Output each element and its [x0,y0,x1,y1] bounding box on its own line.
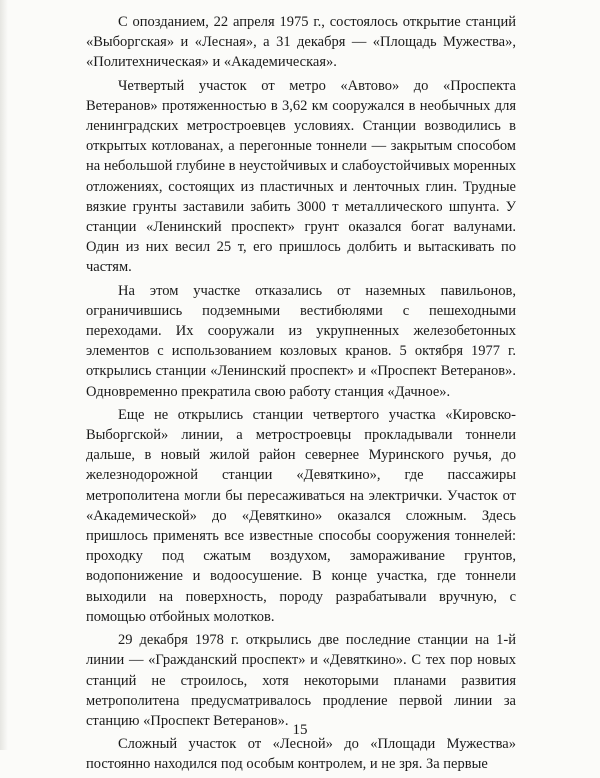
paragraph-2: Четвертый участок от метро «Автово» до «Проспекта Ветеранов» протяженностью в 3,62 км сооружался в необычных для ленинградских метростроевцев условиях. Станции возводились в открытых котлованах, а перегонные тоннели — закрытым способом на небольшой глубине в неустойчивых и слабоустойчивых моренных отложениях, состоящих из пластичных и ленточных глин. Трудные вязкие грунты заставили забить 3000 т металлического шпунта. У станции «Ленинский проспект» грунт оказался богат валунами. Один из них весил 25 т, его пришлось долбить и вытаскивать по частям. [86,77,516,276]
page-number: 15 [292,722,308,738]
paragraph-3: На этом участке отказались от наземных павильонов, ограничившись подземными вестибюлями с пешеходными переходами. Их сооружали из укрупненных железобетонных элементов с использованием козловых кранов. 5 октября 1977 г. открылись станции «Ленинский проспект» и «Проспект Ветеранов». Одновременно прекратила свою работу станция «Дачное». [86,282,516,400]
page-body-text [86,12,516,778]
paragraph-5: 29 декабря 1978 г. открылись две последние станции на 1-й линии — «Гражданский проспект» и «Девяткино». С тех пор новых станций не строилось, хотя некоторыми планами развития метрополитена предусматривалось продление первой линии за станцию «Проспект Ветеранов». [86,632,516,729]
paragraph-1: С опозданием, 22 апреля 1975 г., состоялось открытие станций «Выборгская» и «Лесная», а 31 декабря — «Площадь Мужества», «Политехническая» и «Академическая». [86,14,516,71]
paragraph-4: Еще не открылись станции четвертого участка «Кировско-Выборгской» линии, а метростроевцы прокладывали тоннели дальше, в новый жилой район севернее Муринского ручья, до железнодорожной станции «Девяткино», где пассажиры метрополитена могли бы пересаживаться на электрички. Участок от «Академической» до «Девяткино» оказался сложным. Здесь пришлось применять все известные способы сооружения тоннелей: проходку под сжатым воздухом, замораживание грунтов, водопонижение и водоосушение. В конце участка, где тоннели выходили на поверхность, породу разрабатывали вручную, с помощью отбойных молотков. [86,406,516,625]
page-edge-shadow [0,0,8,750]
paragraph-6: Сложный участок от «Лесной» до «Площади Мужества» постоянно находился под особым контролем, и не зря. За первые [86,736,516,773]
